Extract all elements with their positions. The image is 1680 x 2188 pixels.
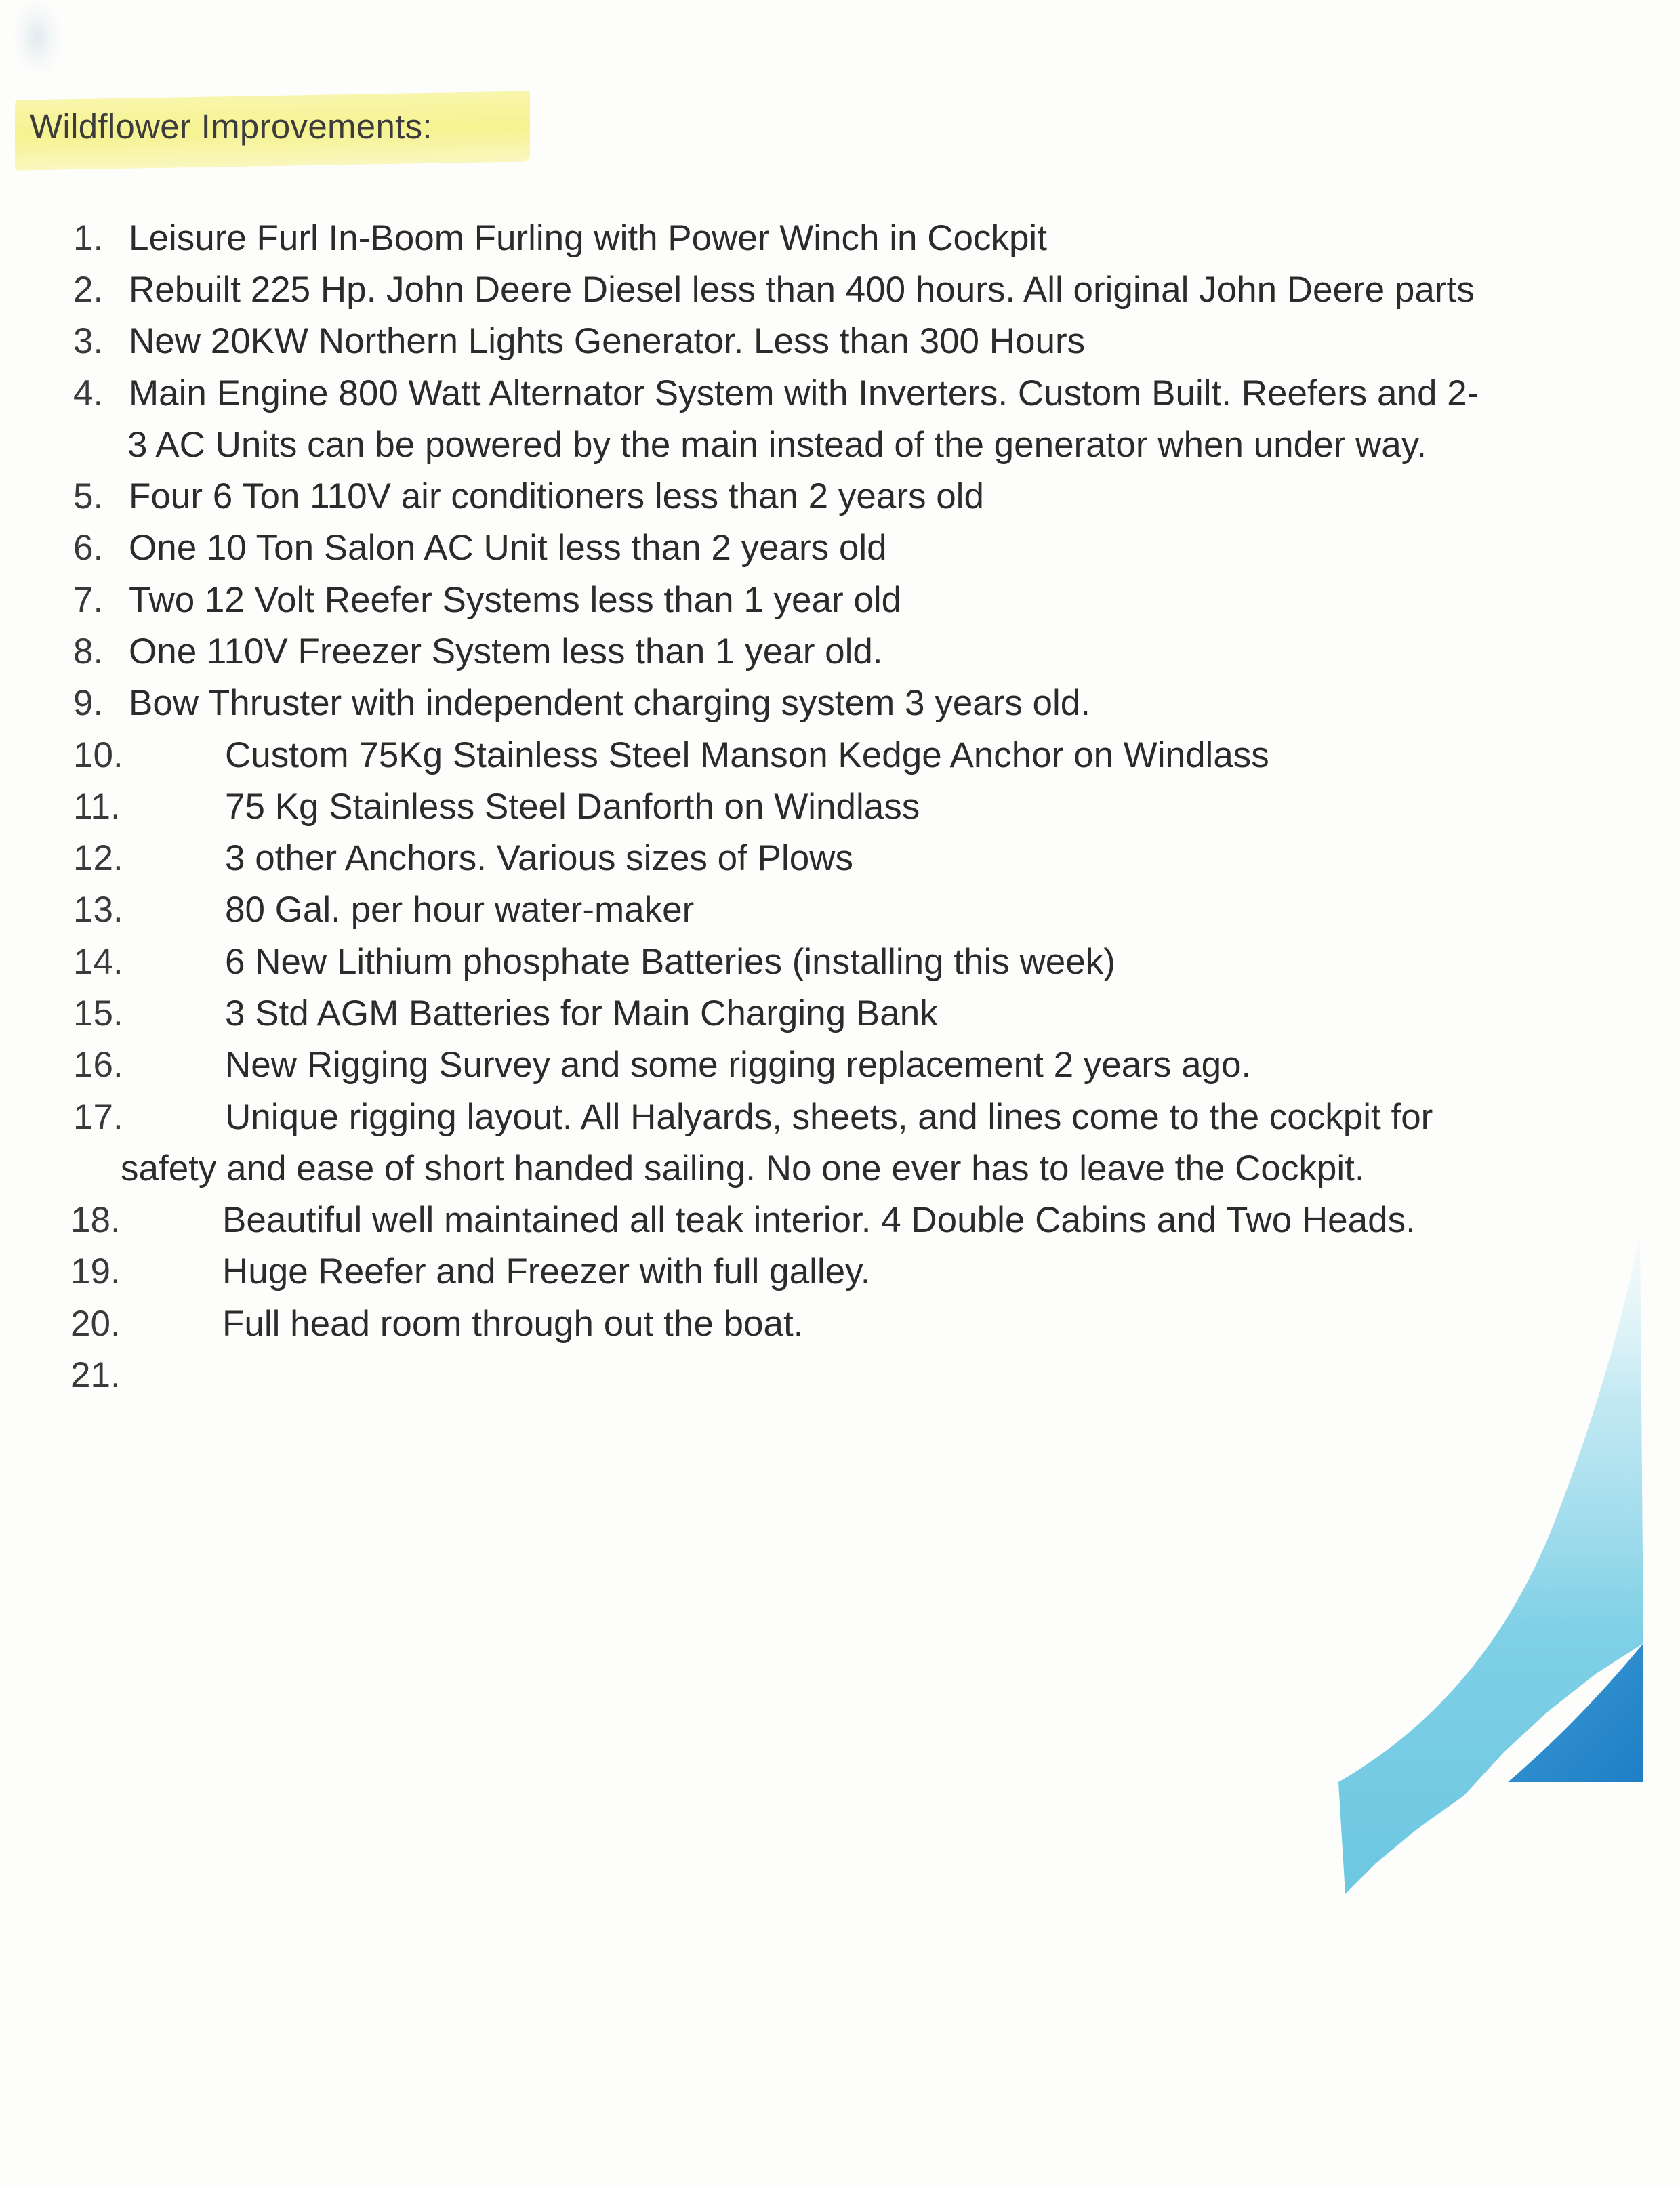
item-number: 21. bbox=[70, 1355, 121, 1395]
item-text: New Rigging Survey and some rigging replacement 2 years ago. bbox=[225, 1045, 1252, 1085]
item-text: Two 12 Volt Reefer Systems less than 1 year old bbox=[129, 580, 902, 620]
item-text: 80 Gal. per hour water-maker bbox=[225, 890, 695, 930]
item-text: Bow Thruster with independent charging system 3 years old. bbox=[129, 683, 1090, 723]
item-text: Huge Reefer and Freezer with full galley. bbox=[222, 1252, 871, 1292]
item-number: 17. bbox=[73, 1097, 123, 1137]
item-number: 3. bbox=[73, 321, 104, 361]
item-number: 20. bbox=[70, 1304, 121, 1344]
item-number: 2. bbox=[73, 270, 104, 310]
item-number: 19. bbox=[70, 1252, 121, 1292]
item-number: 5. bbox=[73, 476, 104, 516]
item-number: 15. bbox=[73, 993, 123, 1033]
item-number: 16. bbox=[73, 1045, 123, 1085]
item-text: Full head room through out the boat. bbox=[222, 1304, 804, 1344]
item-text: Unique rigging layout. All Halyards, sheets, and lines come to the cockpit for bbox=[225, 1097, 1433, 1137]
item-text: One 110V Freezer System less than 1 year old. bbox=[129, 632, 883, 672]
item-text: One 10 Ton Salon AC Unit less than 2 years old bbox=[129, 528, 887, 568]
item-text: Beautiful well maintained all teak interior. 4 Double Cabins and Two Heads. bbox=[222, 1200, 1416, 1240]
item-number: 11. bbox=[73, 787, 121, 827]
item-number: 13. bbox=[73, 890, 123, 930]
item-number: 4. bbox=[73, 373, 104, 413]
item-text: Custom 75Kg Stainless Steel Manson Kedge Anchor on Windlass bbox=[225, 735, 1269, 775]
item-number: 8. bbox=[73, 632, 104, 672]
item-number: 6. bbox=[73, 528, 104, 568]
item-continuation: safety and ease of short handed sailing. No one ever has to leave the Cockpit. bbox=[121, 1149, 1365, 1189]
item-text: 3 other Anchors. Various sizes of Plows bbox=[225, 838, 853, 878]
item-text: Leisure Furl In-Boom Furling with Power Winch in Cockpit bbox=[129, 218, 1047, 258]
item-text: 75 Kg Stainless Steel Danforth on Windlass bbox=[225, 787, 920, 827]
item-text: Main Engine 800 Watt Alternator System with Inverters. Custom Built. Reefers and 2- bbox=[129, 373, 1479, 413]
page-title: Wildflower Improvements: bbox=[30, 107, 432, 146]
item-text: 3 Std AGM Batteries for Main Charging Bank bbox=[225, 993, 938, 1033]
item-text: 6 New Lithium phosphate Batteries (installing this week) bbox=[225, 942, 1115, 982]
item-text: Four 6 Ton 110V air conditioners less than 2 years old bbox=[129, 476, 984, 516]
item-continuation: 3 AC Units can be powered by the main instead of the generator when under way. bbox=[127, 425, 1427, 465]
item-number: 9. bbox=[73, 683, 104, 723]
item-number: 14. bbox=[73, 942, 123, 982]
item-number: 1. bbox=[73, 218, 104, 258]
item-number: 7. bbox=[73, 580, 104, 620]
item-number: 10. bbox=[73, 735, 123, 775]
item-number: 12. bbox=[73, 838, 123, 878]
item-number: 18. bbox=[70, 1200, 121, 1240]
item-text: Rebuilt 225 Hp. John Deere Diesel less than 400 hours. All original John Deere parts bbox=[129, 270, 1475, 310]
item-text: New 20KW Northern Lights Generator. Less than 300 Hours bbox=[129, 321, 1086, 361]
sail-light-shape bbox=[1338, 1233, 1643, 1894]
